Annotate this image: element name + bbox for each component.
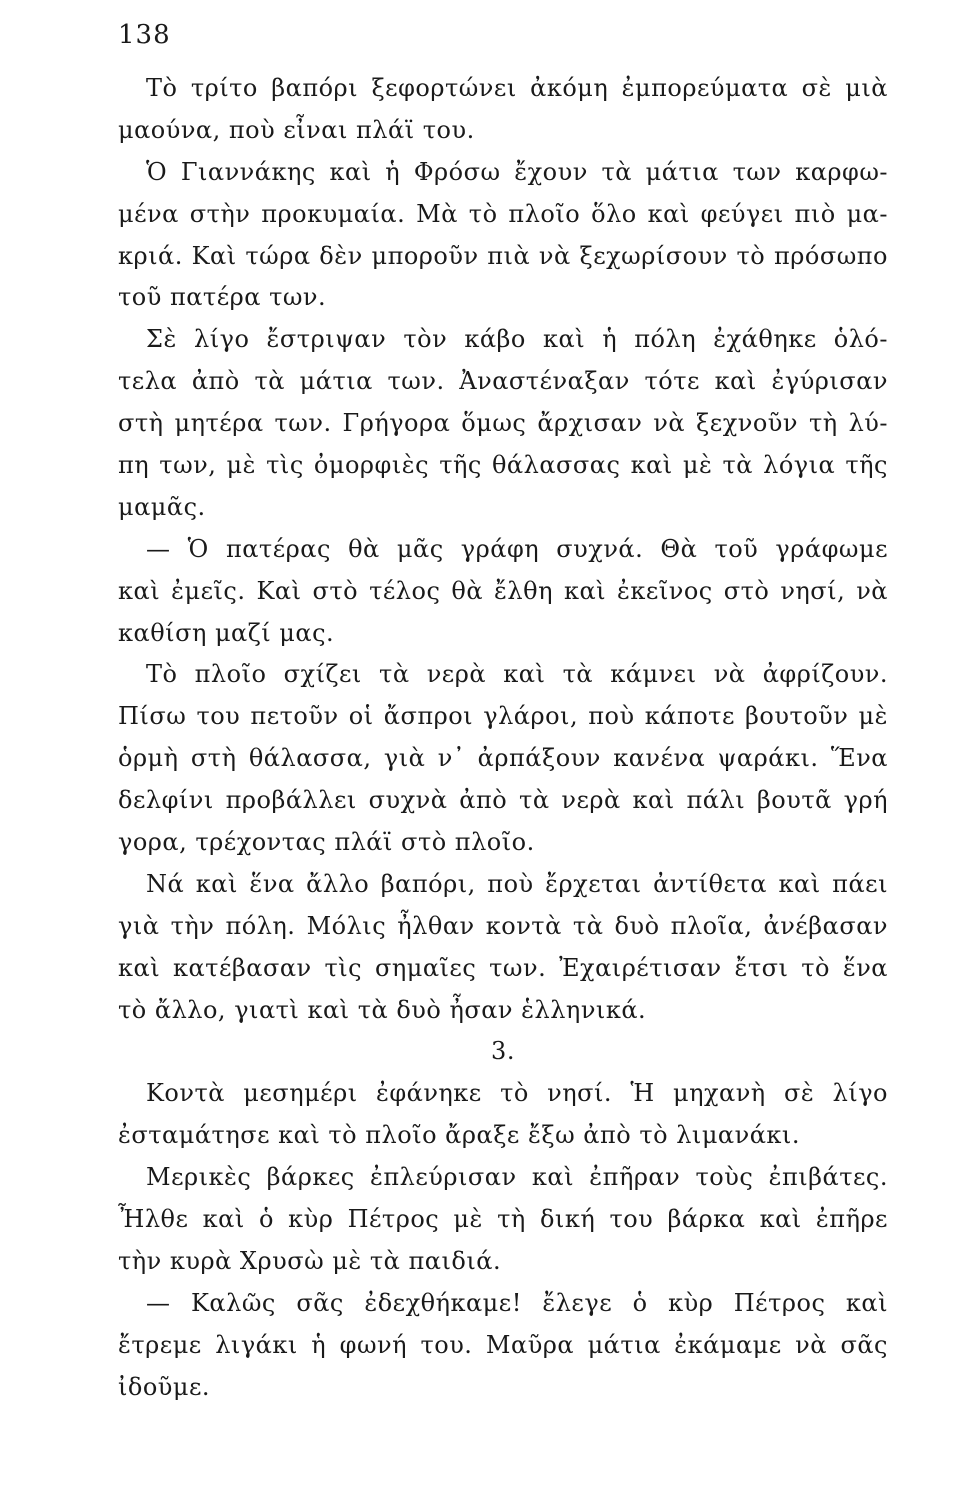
text-line: Σὲ λίγο ἔστριψαν τὸν κάβο καὶ ἡ πόλη ἐχάθηκε ὁλό- xyxy=(146,325,888,354)
text-line: Τὸ πλοῖο σχίζει τὰ νερὰ καὶ τὰ κάμνει νὰ ἀφρίζουν. xyxy=(146,660,888,689)
page-text xyxy=(118,68,888,1409)
text-line: καὶ ἐμεῖς. Καὶ στὸ τέλος θὰ ἔλθη καὶ ἐκεῖνος στὸ νησί, νὰ xyxy=(118,576,888,605)
text-line: Πίσω του πετοῦν οἱ ἄσπροι γλάροι, ποὺ κάποτε βουτοῦν μὲ xyxy=(118,702,888,731)
text-line: — Ὁ πατέρας θὰ μᾶς γράφη συχνά. Θὰ τοῦ γράφωμε xyxy=(146,534,888,563)
text-line: τελα ἀπὸ τὰ μάτια των. Ἀναστέναξαν τότε καὶ ἐγύρισαν xyxy=(118,367,888,396)
text-line: Ὁ Γιαννάκης καὶ ἡ Φρόσω ἔχουν τὰ μάτια των καρφω- xyxy=(146,157,888,186)
section-number: 3. xyxy=(491,1037,515,1066)
text-line: καὶ κατέβασαν τὶς σημαῖες των. Ἐχαιρέτισαν ἔτσι τὸ ἕνα xyxy=(118,953,888,982)
text-line: μένα στὴν προκυμαία. Μὰ τὸ πλοῖο ὅλο καὶ φεύγει πιὸ μα- xyxy=(118,199,888,228)
text-line: πη των, μὲ τὶς ὀμορφιὲς τῆς θάλασσας καὶ μὲ τὰ λόγια τῆς xyxy=(118,451,888,480)
text-line: Νά καὶ ἕνα ἄλλο βαπόρι, ποὺ ἔρχεται ἀντίθετα καὶ πάει xyxy=(146,869,888,898)
text-block-2 xyxy=(118,1073,888,1408)
text-line: τὴν κυρὰ Χρυσὼ μὲ τὰ παιδιά. xyxy=(118,1246,502,1275)
text-line: στὴ μητέρα των. Γρήγορα ὅμως ἄρχισαν νὰ ξεχνοῦν τὴ λύ- xyxy=(118,409,888,438)
text-line: ὁρμὴ στὴ θάλασσα, γιὰ ν᾽ ἀρπάξουν κανένα ψαράκι. Ἕνα xyxy=(118,744,888,773)
text-line: ἰδοῦμε. xyxy=(118,1372,211,1401)
text-line: Τὸ τρίτο βαπόρι ξεφορτώνει ἀκόμη ἐμπορεύματα σὲ μιὰ xyxy=(146,74,888,102)
text-line: ἔτρεμε λιγάκι ἡ φωνή του. Μαῦρα μάτια ἐκάμαμε νὰ σᾶς xyxy=(118,1330,888,1359)
text-line: Κοντὰ μεσημέρι ἐφάνηκε τὸ νησί. Ἡ μηχανὴ σὲ λίγο xyxy=(146,1079,888,1108)
text-line: μαμᾶς. xyxy=(118,492,206,521)
text-line: καθίση μαζί μας. xyxy=(118,618,335,647)
text-block-1 xyxy=(118,68,888,1031)
text-line: — Καλῶς σᾶς ἐδεχθήκαμε! ἔλεγε ὁ κὺρ Πέτρος καὶ xyxy=(146,1288,888,1317)
text-line: κριά. Καὶ τώρα δὲν μποροῦν πιὰ νὰ ξεχωρίσουν τὸ πρόσωπο xyxy=(118,241,888,270)
text-line: Μερικὲς βάρκες ἐπλεύρισαν καὶ ἐπῆραν τοὺς ἐπιβάτες. xyxy=(146,1163,888,1192)
text-line: Ἦλθε καὶ ὁ κὺρ Πέτρος μὲ τὴ δική του βάρκα καὶ ἐπῆρε xyxy=(118,1205,888,1234)
text-line: μαούνα, ποὺ εἶναι πλάϊ του. xyxy=(118,115,475,144)
text-line: γιὰ τὴν πόλη. Μόλις ἦλθαν κοντὰ τὰ δυὸ πλοῖα, ἀνέβασαν xyxy=(118,911,888,940)
text-line: δελφίνι προβάλλει συχνὰ ἀπὸ τὰ νερὰ καὶ πάλι βουτᾶ γρή xyxy=(118,786,888,815)
text-line: τὸ ἄλλο, γιατὶ καὶ τὰ δυὸ ἦσαν ἑλληνικά. xyxy=(118,995,647,1024)
text-line: γορα, τρέχοντας πλάϊ στὸ πλοῖο. xyxy=(118,828,535,857)
text-line: τοῦ πατέρα των. xyxy=(118,283,327,312)
text-line: ἐσταμάτησε καὶ τὸ πλοῖο ἄραξε ἔξω ἀπὸ τὸ λιμανάκι. xyxy=(118,1121,800,1150)
page-number: 138 xyxy=(118,20,171,50)
